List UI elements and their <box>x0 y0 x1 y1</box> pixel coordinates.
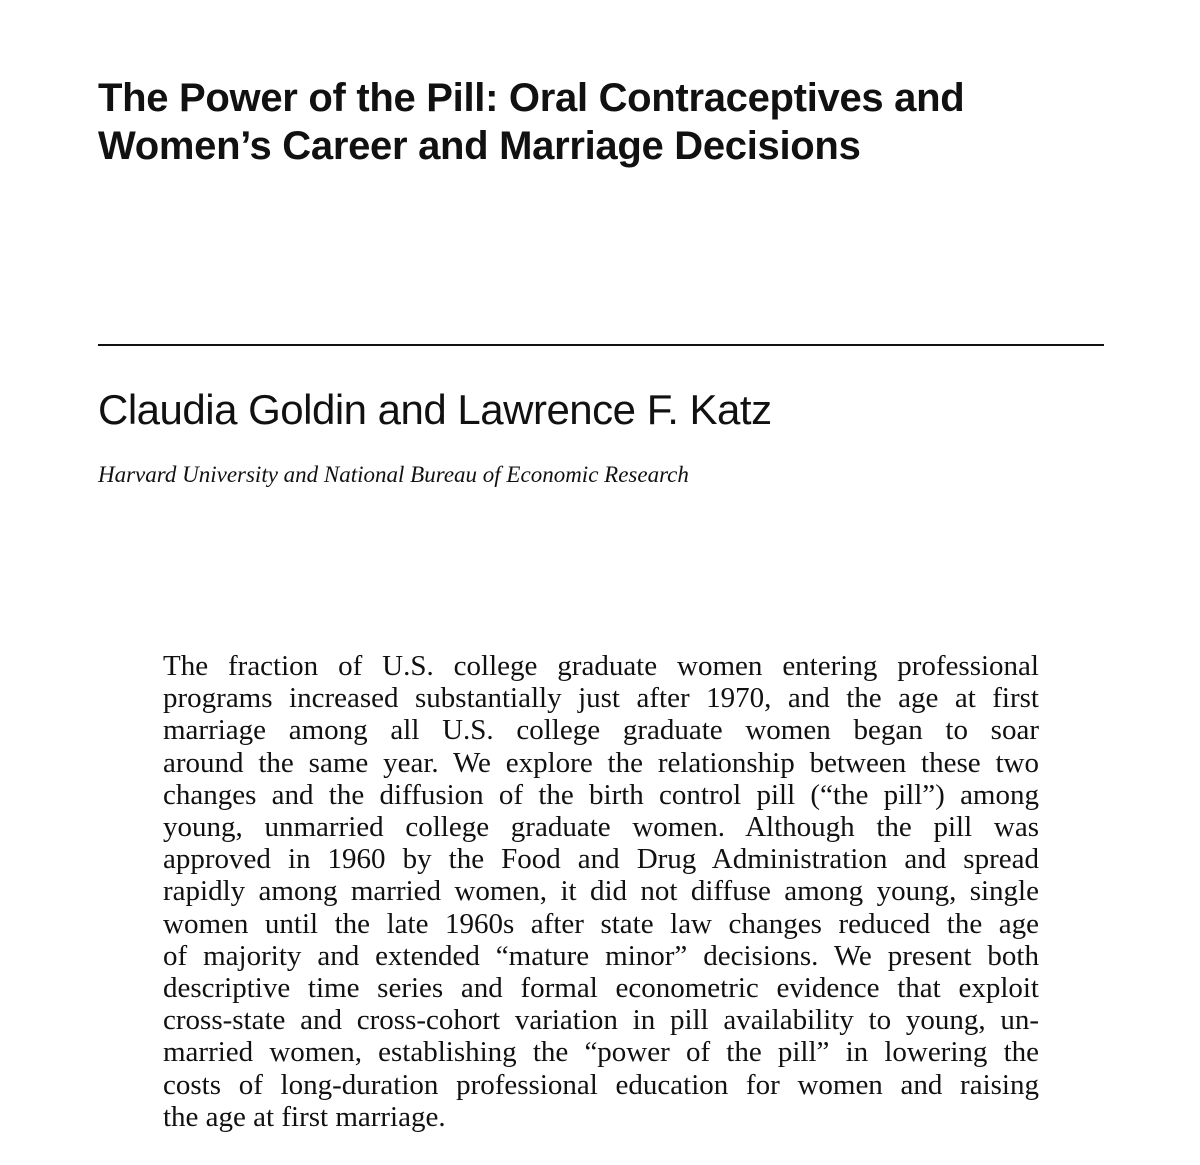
abstract-line: the age at first marriage. <box>163 1100 446 1133</box>
paper-title <box>98 74 1108 170</box>
abstract-line: changes and the diffusion of the birth control pill (“the pill”) among <box>163 778 1039 811</box>
abstract-line: costs of long-duration professional education for women and raising <box>163 1068 1039 1101</box>
abstract-line: descriptive time series and formal econometric evidence that exploit <box>163 972 1039 1005</box>
abstract-line: marriage among all U.S. college graduate women began to soar <box>163 714 1039 747</box>
abstract-line: women until the late 1960s after state law changes reduced the age <box>163 907 1039 940</box>
abstract-line: around the same year. We explore the relationship between these two <box>163 746 1039 779</box>
abstract-line: programs increased substantially just after 1970, and the age at first <box>163 682 1039 715</box>
abstract-line: young, unmarried college graduate women. Although the pill was <box>163 811 1039 844</box>
paper-title-line: Women’s Career and Marriage Decisions <box>98 124 861 168</box>
abstract-line: cross-state and cross-cohort variation in pill availability to young, un- <box>163 1004 1039 1037</box>
affiliation: Harvard University and National Bureau of Economic Research <box>98 462 689 487</box>
abstract-line: approved in 1960 by the Food and Drug Administration and spread <box>163 843 1039 876</box>
abstract-line: rapidly among married women, it did not diffuse among young, single <box>163 875 1039 908</box>
paper-title-line: The Power of the Pill: Oral Contraceptives and <box>98 76 965 120</box>
abstract-line: married women, establishing the “power of the pill” in lowering the <box>163 1036 1039 1069</box>
authors: Claudia Goldin and Lawrence F. Katz <box>98 386 772 433</box>
abstract-line: The fraction of U.S. college graduate women entering professional <box>163 650 1039 682</box>
abstract <box>163 650 1039 1133</box>
abstract-line: of majority and extended “mature minor” decisions. We present both <box>163 939 1039 972</box>
title-divider <box>98 344 1104 346</box>
